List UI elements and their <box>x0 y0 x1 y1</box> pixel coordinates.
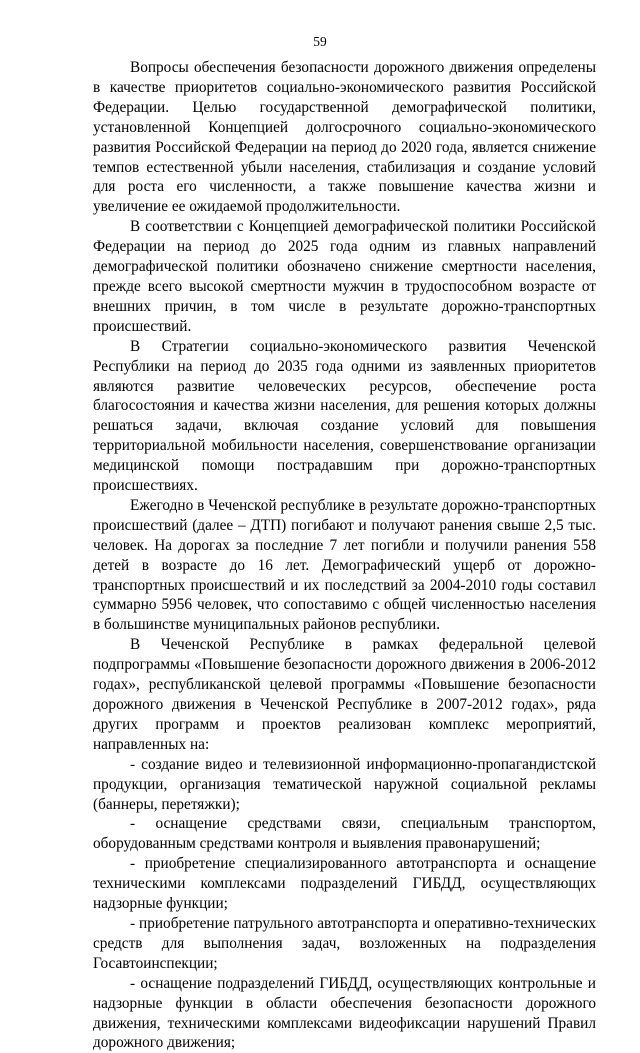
page-number: 59 <box>313 34 327 49</box>
paragraph-programs-intro: В Чеченской Республике в рамках федеральной целевой подпрограммы «Повышение безопасности дорожного движения в 2006-2012 годах», республиканской целевой программы «Повышение безопасности дорожного движения в Чеченской Республике в 2007-2012 годах», ряда других программ и проектов реализован комплекс мероприятий, направленных на: <box>93 636 596 753</box>
paragraph-accident-statistics: Ежегодно в Чеченской республике в результате дорожно-транспортных происшествий (далее – ДТП) погибают и получают ранения свыше 2,5 тыс. человек. На дорогах за последние 7 лет погибли и получили ранения 558 детей в возрасте до 16 лет. Демографический ущерб от дорожно-транспортных происшествий и их последствий за 2004-2010 годы составил суммарно 5956 человек, что сопоставимо с общей численностью населения в большинстве муниципальных районов республики. <box>93 496 596 634</box>
paragraph-road-safety-priorities: Вопросы обеспечения безопасности дорожного движения определены в качестве приоритетов социально-экономического развития Российской Федерации. Целью государственной демографической политики, установленной Концепцией долгосрочного социально-экономического развития Российской Федерации на период до 2020 года, является снижение темпов естественной убыли населения, стабилизация и создание условий для роста его численности, а также повышение качества жизни и увеличение ее ожидаемой продолжительности. <box>93 59 596 216</box>
list-item-communications-equipment: - оснащение средствами связи, специальным транспортом, оборудованным средствами контроля и выявления правонарушений; <box>93 815 596 853</box>
paragraph-demographic-policy: В соответствии с Концепцией демографической политики Российской Федерации на период до 2025 года одним из главных направлений демографической политики обозначено снижение смертности населения, прежде всего высокой смертности мужчин в трудоспособном возрасте от внешних причин, в том числе в результате дорожно-транспортных происшествий. <box>93 218 596 335</box>
paragraph-development-strategy: В Стратегии социально-экономического развития Чеченской Республики на период до 2035 года одними из заявленных приоритетов являются развитие человеческих ресурсов, обеспечение роста благосостояния и качества жизни населения, для решения которых должны решаться задачи, включая создание условий для повышения территориальной мобильности населения, совершенствование организации медицинской помощи пострадавшим при дорожно-транспортных происшествиях. <box>93 337 596 495</box>
document-body <box>93 58 596 1053</box>
list-item-specialized-transport: - приобретение специализированного автотранспорта и оснащение техническими комплексами подразделений ГИБДД, осуществляющих надзорные функции; <box>93 855 596 913</box>
list-item-video-fixation: - оснащение подразделений ГИБДД, осуществляющих контрольные и надзорные функции в области обеспечения безопасности дорожного движения, техническими комплексами видеофиксации нарушений Правил дорожного движения; <box>93 974 596 1052</box>
list-item-video-advertising: - создание видео и телевизионной информационно-пропагандистской продукции, организация тематической наружной социальной рекламы (баннеры, перетяжки); <box>93 755 596 813</box>
list-item-patrol-vehicles: - приобретение патрульного автотранспорта и оперативно-технических средств для выполнения задач, возложенных на подразделения Госавтоинспекции; <box>93 914 596 972</box>
